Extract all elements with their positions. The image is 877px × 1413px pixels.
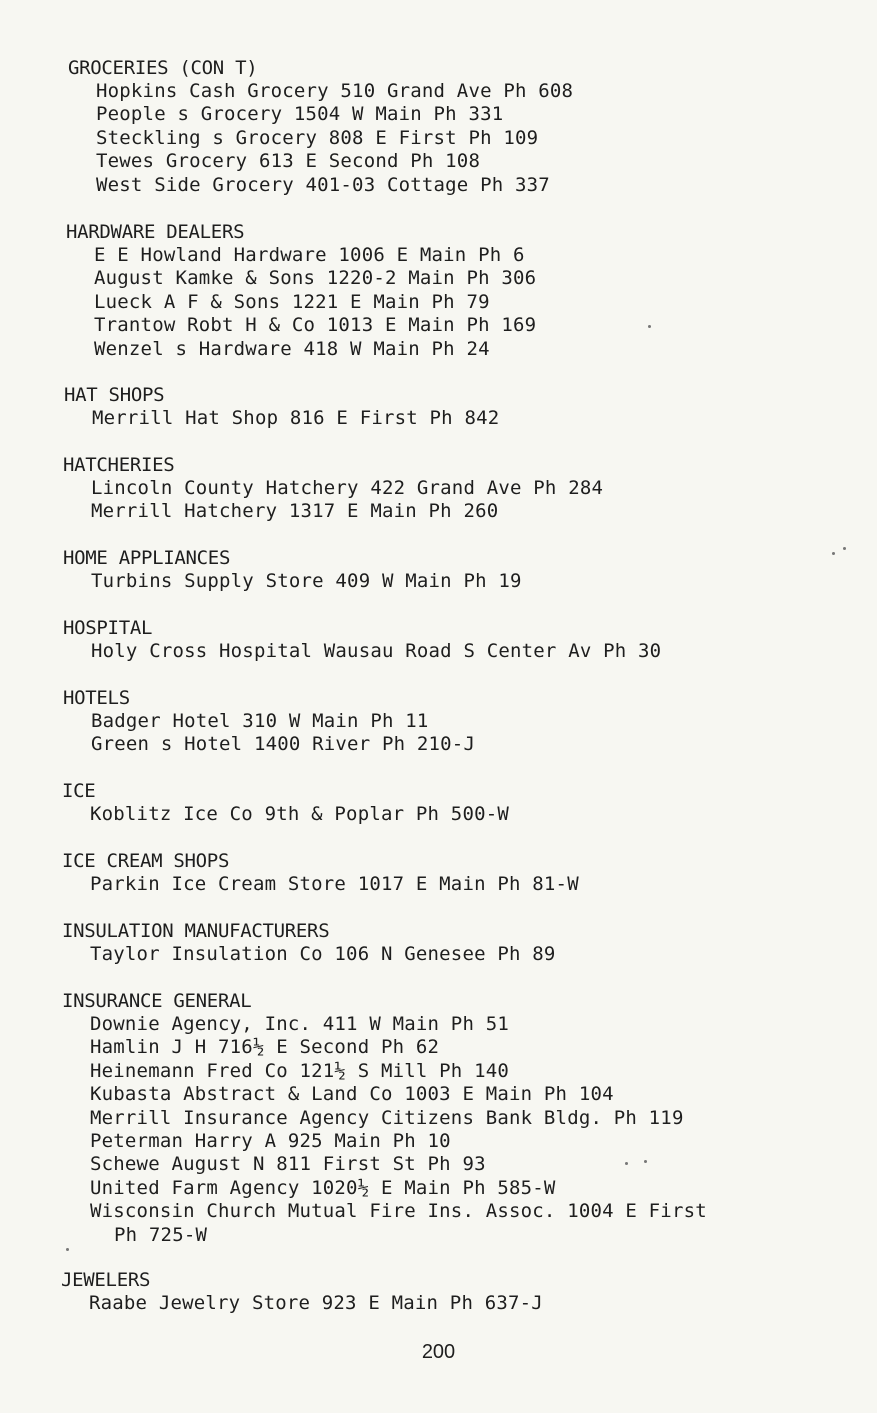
section-heading: ICE CREAM SHOPS [62, 850, 230, 872]
section-heading: JEWELERS [61, 1269, 151, 1291]
listing-entry: Holy Cross Hospital Wausau Road S Center Av Ph 30 [91, 640, 662, 662]
listing-entry: Kubasta Abstract & Land Co 1003 E Main Ph 104 [90, 1083, 614, 1106]
section-heading: GROCERIES (CON T) [68, 57, 258, 79]
scan-speck [644, 1160, 647, 1163]
listing-entry: Downie Agency, Inc. 411 W Main Ph 51 [90, 1013, 510, 1035]
section-insurance-general [62, 990, 707, 1247]
listing-entry: Badger Hotel 310 W Main Ph 11 [91, 710, 429, 732]
section-home-appliances [63, 547, 522, 593]
listing-entry: Merrill Hatchery 1317 E Main Ph 260 [91, 500, 499, 523]
section-jewelers [61, 1269, 543, 1315]
section-heading: HARDWARE DEALERS [66, 221, 245, 243]
listing-entry: Trantow Robt H & Co 1013 E Main Ph 169 [94, 314, 537, 337]
listing-entry: Merrill Hat Shop 816 E First Ph 842 [92, 407, 500, 429]
section-heading: INSURANCE GENERAL [62, 990, 252, 1012]
scan-speck [648, 325, 651, 328]
listing-entry: Wenzel s Hardware 418 W Main Ph 24 [94, 337, 490, 360]
listing-entry: Raabe Jewelry Store 923 E Main Ph 637-J [89, 1292, 543, 1314]
listing-entry: Tewes Grocery 613 E Second Ph 108 [96, 150, 481, 173]
section-hatcheries [63, 454, 603, 524]
listing-entry: E E Howland Hardware 1006 E Main Ph 6 [94, 244, 525, 266]
section-groceries [68, 57, 573, 197]
section-heading: HOTELS [63, 687, 130, 709]
section-hat-shops [64, 384, 499, 430]
listing-entry-continuation: Ph 725-W [114, 1223, 208, 1246]
scan-speck [625, 1162, 628, 1165]
section-heading: HOSPITAL [63, 617, 153, 639]
listing-entry: United Farm Agency 1020½ E Main Ph 585-W [90, 1176, 556, 1199]
section-heading: HAT SHOPS [64, 384, 165, 406]
listing-entry: Wisconsin Church Mutual Fire Ins. Assoc. 1004 E First [90, 1200, 707, 1223]
listing-entry: Lueck A F & Sons 1221 E Main Ph 79 [94, 290, 490, 313]
page-number: 200 [421, 1341, 456, 1363]
section-heading: INSULATION MANUFACTURERS [62, 920, 330, 942]
section-hardware-dealers [66, 221, 536, 361]
listing-entry: Hopkins Cash Grocery 510 Grand Ave Ph 608 [96, 80, 574, 102]
section-ice-cream-shops [62, 850, 579, 896]
listing-entry: Lincoln County Hatchery 422 Grand Ave Ph 284 [91, 477, 604, 499]
section-insulation-manufacturers [62, 920, 556, 966]
listing-entry: Koblitz Ice Co 9th & Poplar Ph 500-W [90, 803, 510, 825]
listing-entry: Schewe August N 811 First St Ph 93 [90, 1153, 486, 1176]
listing-entry: Heinemann Fred Co 121½ S Mill Ph 140 [90, 1059, 510, 1082]
listing-entry: Hamlin J H 716½ E Second Ph 62 [90, 1036, 440, 1059]
listing-entry: Peterman Harry A 925 Main Ph 10 [90, 1130, 451, 1153]
section-ice [62, 780, 509, 826]
listing-entry: Merrill Insurance Agency Citizens Bank Bldg. Ph 119 [90, 1106, 684, 1129]
scan-speck [66, 1248, 69, 1251]
listing-entry: Turbins Supply Store 409 W Main Ph 19 [91, 570, 522, 592]
listing-entry: West Side Grocery 401-03 Cottage Ph 337 [96, 173, 550, 196]
listing-entry: Parkin Ice Cream Store 1017 E Main Ph 81-W [90, 873, 579, 895]
section-hotels [63, 687, 475, 757]
listing-entry: August Kamke & Sons 1220-2 Main Ph 306 [94, 267, 537, 290]
listing-entry: Steckling s Grocery 808 E First Ph 109 [96, 126, 539, 149]
listing-entry: Green s Hotel 1400 River Ph 210-J [91, 733, 476, 756]
section-heading: HATCHERIES [63, 454, 175, 476]
listing-entry: People s Grocery 1504 W Main Ph 331 [96, 103, 504, 126]
scan-speck [832, 552, 835, 555]
section-heading: ICE [62, 780, 96, 802]
section-hospital [63, 617, 661, 663]
section-heading: HOME APPLIANCES [63, 547, 231, 569]
listing-entry: Taylor Insulation Co 106 N Genesee Ph 89 [90, 943, 556, 965]
scan-speck [843, 547, 846, 550]
